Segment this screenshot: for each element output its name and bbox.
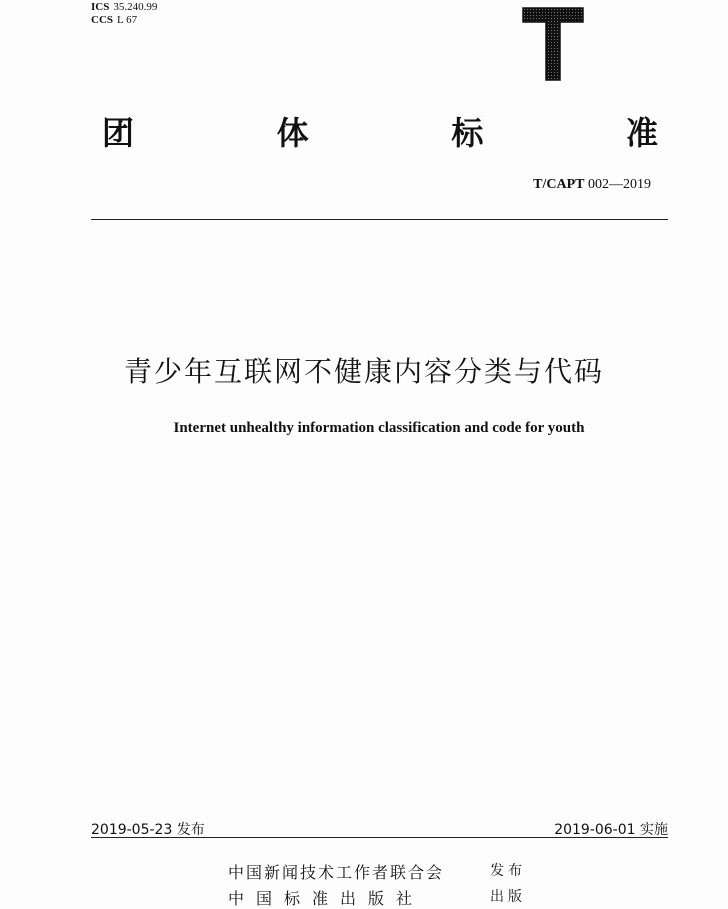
title-zh: 青少年互联网不健康内容分类与代码 (123, 355, 604, 388)
title-en: Internet unhealthy information classification and code for youth (173, 420, 585, 436)
implement-date: 2019-06-01 实施 (554, 822, 668, 838)
publish-date: 2019-05-23 发布 (91, 822, 205, 838)
category-t-logo (521, 6, 585, 82)
classification-codes (91, 1, 157, 27)
standard-type-char: 团 (102, 114, 135, 152)
standard-type-char: 准 (625, 114, 658, 152)
publisher-name: 中国标准出版社 (228, 889, 425, 908)
ics-code: ICS 35.240.99 (91, 1, 158, 13)
top-divider (91, 219, 668, 220)
ccs-code: CCS L 67 (91, 14, 138, 26)
standard-type (102, 108, 658, 154)
standard-type-char: 标 (451, 114, 484, 152)
publisher-action: 出版 (490, 889, 526, 905)
standard-number: T/CAPT 002—2019 (533, 177, 651, 192)
standard-type-char: 体 (276, 114, 309, 152)
issuer-name: 中国新闻技术工作者联合会 (228, 863, 445, 882)
issuer-action: 发布 (490, 863, 526, 879)
bottom-divider (91, 837, 668, 838)
